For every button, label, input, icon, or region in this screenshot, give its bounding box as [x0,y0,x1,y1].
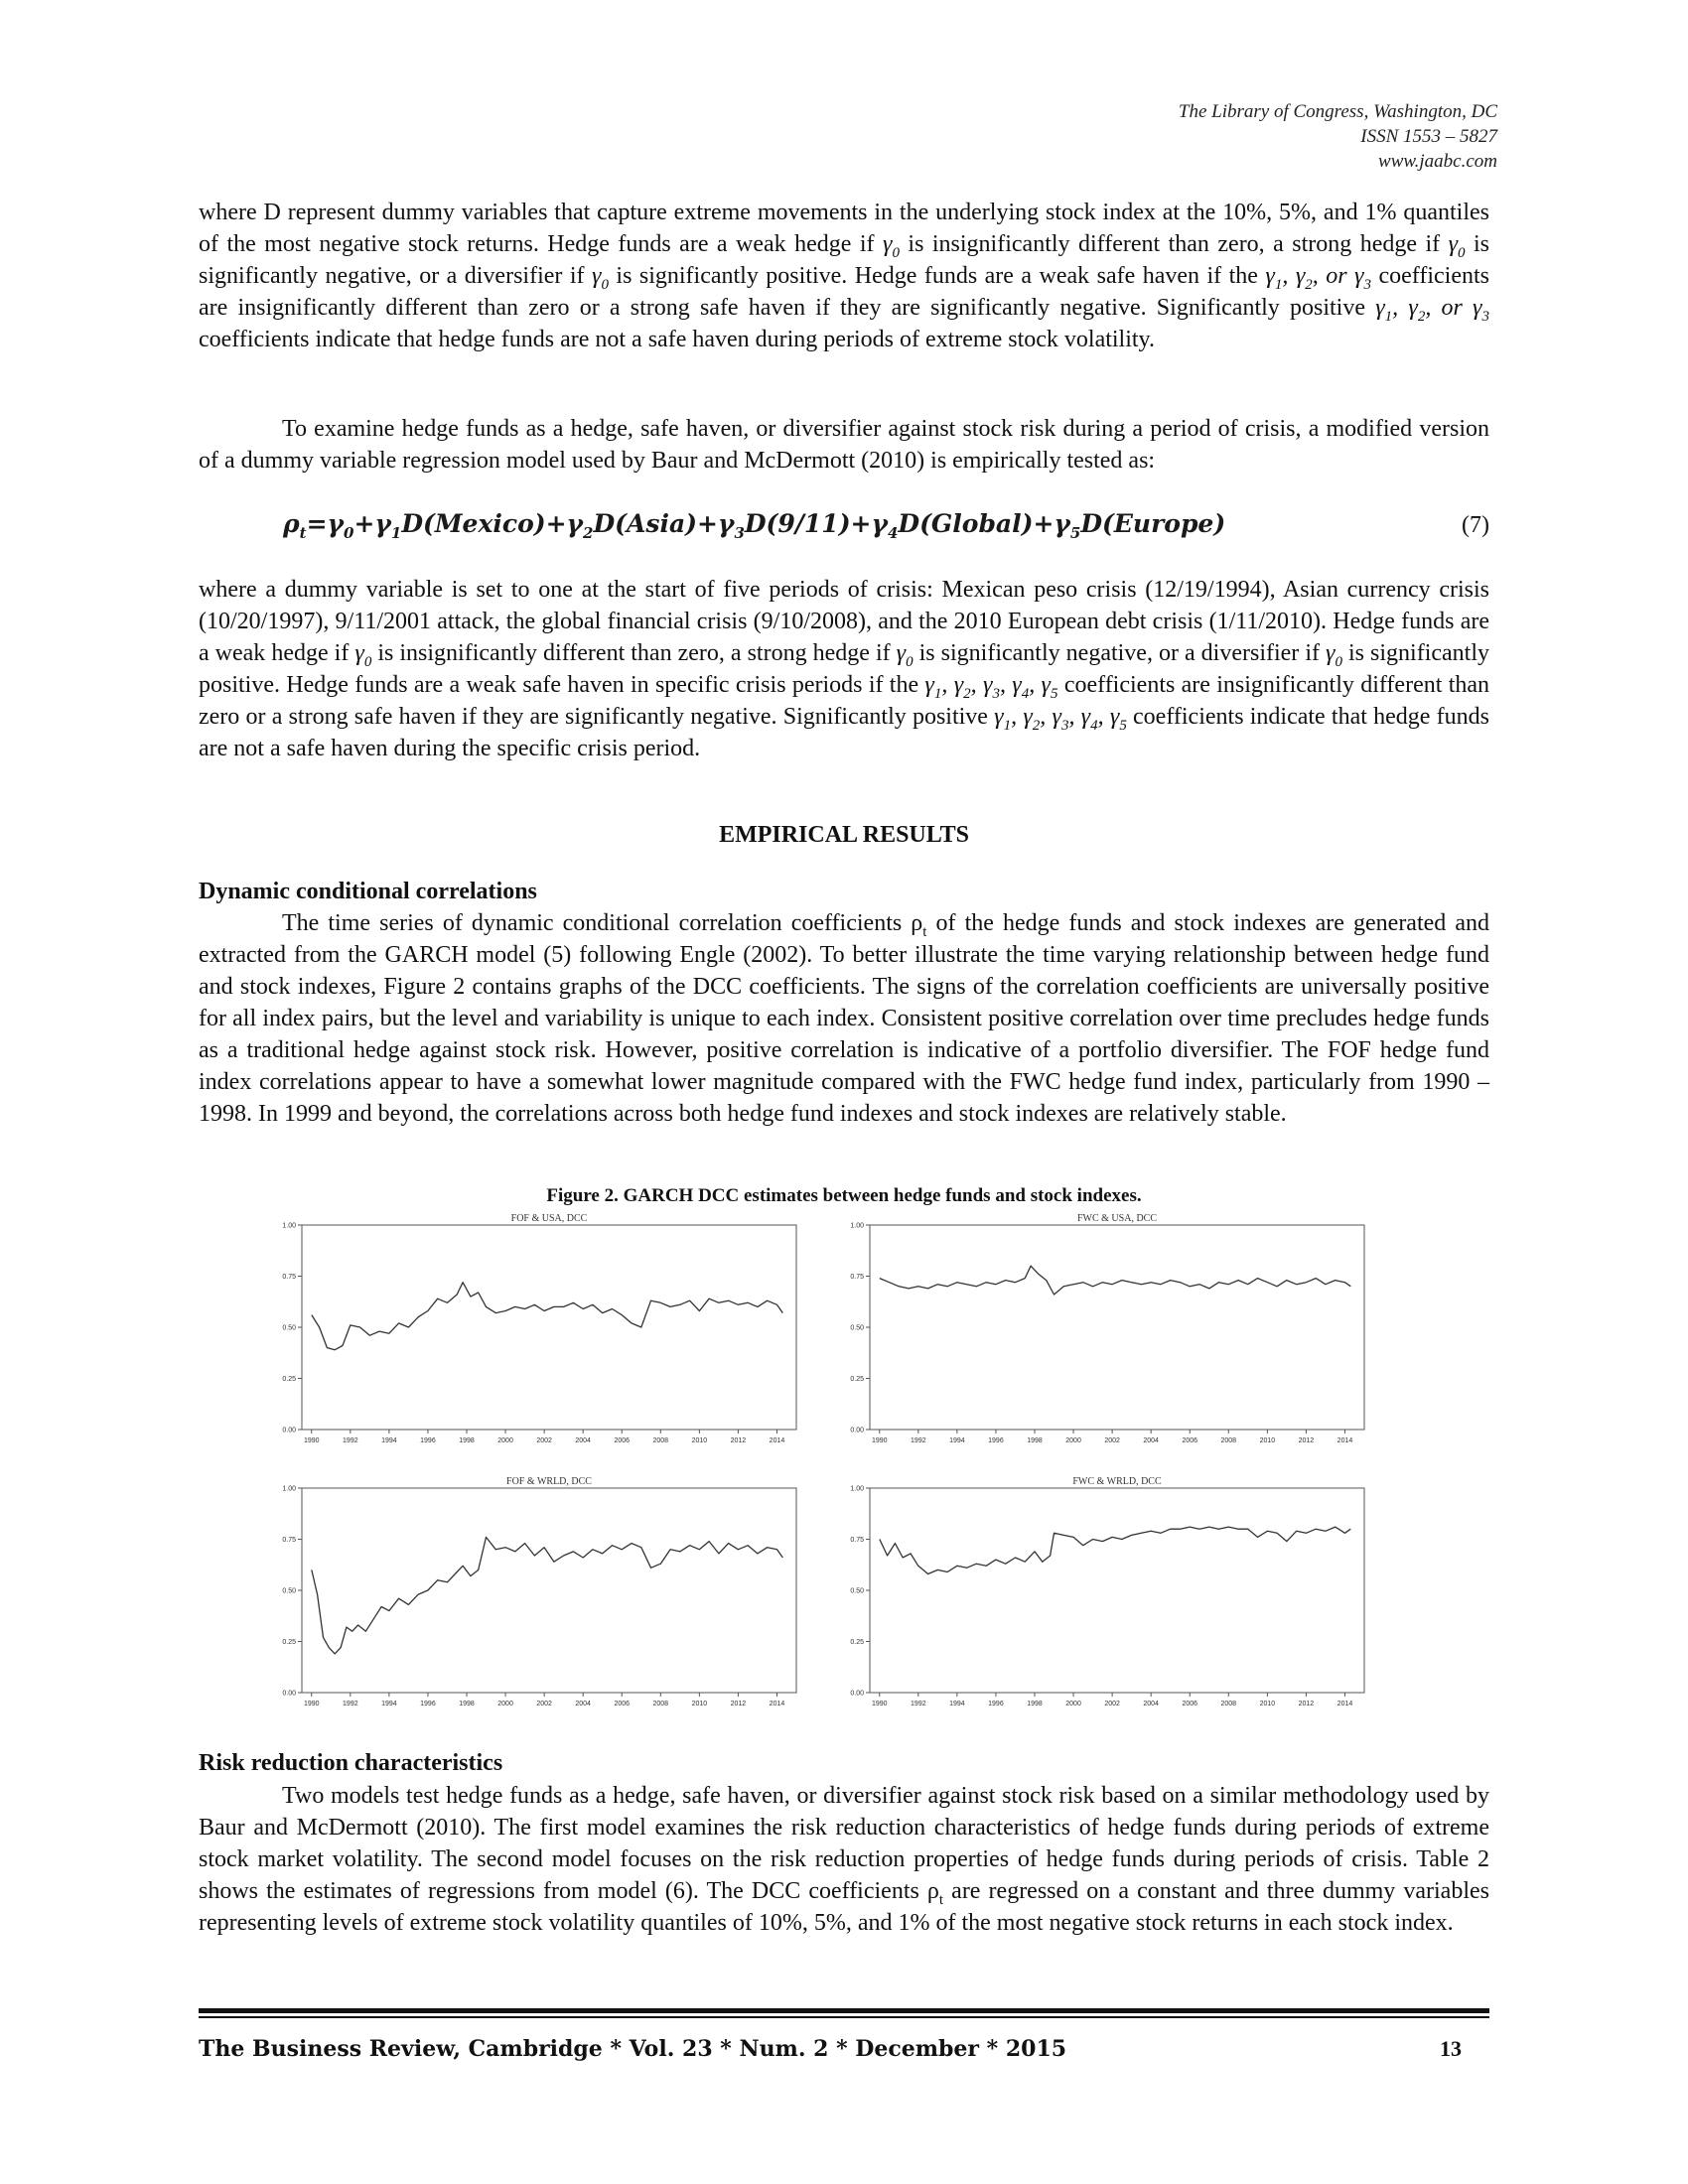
x-tick-label: 2010 [1259,1701,1276,1707]
header-issn: ISSN 1553 – 5827 [1360,126,1497,147]
rho-t-symbol: $\rho_t$ [911,910,927,940]
p3-text-f: coefficients indicate that hedge funds are not a safe haven during the specific crisis period. [199,704,1489,761]
x-tick-label: 2014 [769,1437,785,1444]
x-tick-label: 2012 [1298,1701,1315,1707]
y-tick-label: 0.75 [282,1537,296,1544]
x-tick-label: 2014 [1336,1701,1353,1707]
x-tick-label: 2004 [575,1701,591,1707]
x-tick-label: 1998 [459,1701,475,1707]
gamma12345-symbols: $\gamma_1$, $\gamma_2$, $\gamma_3$, $\gamma_4$, $\gamma_5$ [994,704,1127,734]
x-tick-label: 1996 [420,1701,436,1707]
x-tick-label: 2000 [1065,1437,1081,1444]
x-tick-label: 2008 [652,1701,669,1707]
gamma12345-symbols: $\gamma_1$, $\gamma_2$, $\gamma_3$, $\gamma_4$, $\gamma_5$ [924,672,1058,702]
figure-caption: Figure 2. GARCH DCC estimates between hedge funds and stock indexes. [546,1185,1142,1206]
p3-text-b: is insignificantly different than zero, a strong hedge if [371,640,897,666]
dcc-series-line [312,1537,783,1654]
y-tick-label: 0.25 [850,1639,864,1646]
equation-7: $\rho_t=\gamma_0+\gamma_1D(Mexico)+\gamma_2D(Asia)+\gamma_3D(9/11)+\gamma_4D(Global)+\gamma_5D(Europe)$ [283,509,1226,542]
chart-title: FWC & USA, DCC [1076,1213,1158,1224]
paragraph-dcc [199,907,1489,1130]
x-tick-label: 2010 [691,1437,708,1444]
chart-fof-usa [270,1211,806,1457]
p3-text-e: coefficients are insignificantly different than zero or a strong safe haven if they are significantly negative. Significantly positive [199,672,1490,730]
plot-frame [870,1488,1364,1693]
x-tick-label: 2004 [1143,1701,1159,1707]
gamma123-symbols: $\gamma_1$, $\gamma_2$, or $\gamma_3$ [1265,263,1372,293]
y-tick-label: 0.25 [282,1376,296,1383]
dcc-series-line [312,1283,783,1350]
y-tick-label: 0.00 [850,1690,864,1698]
gamma0-symbol: $\gamma_0$ [591,263,609,293]
chart-fwc-wrld-svg [838,1474,1374,1720]
plot-frame [302,1225,796,1430]
equation-number: (7) [1462,512,1489,538]
x-tick-label: 1990 [303,1701,320,1707]
gamma0-symbol: $\gamma_0$ [896,640,914,670]
subsection-heading-risk-reduction: Risk reduction characteristics [199,1750,503,1776]
x-tick-label: 1994 [949,1701,965,1707]
p2-text: To examine hedge funds as a hedge, safe haven, or diversifier against stock risk during a period of crisis, a modified version of a dummy variable regression model used by Baur and McDermott (2010) is empirically tested as: [199,416,1489,474]
x-tick-label: 2000 [1065,1701,1081,1707]
footer-rule-thick [199,2008,1489,2013]
risk-text-a: Two models test hedge funds as a hedge, safe haven, or diversifier against stock risk based on a similar methodology used by Baur and McDermott (2010). The first model examines the risk reduction characteristics of hedge funds during periods of extreme stock market volatility. The second model focuses on the risk reduction properties of hedge funds during periods of crisis. Table 2 shows the estimates of regressions from model (6). The DCC coefficients [199,1783,1489,1904]
gamma0-symbol: $\gamma_0$ [883,231,900,261]
x-tick-label: 2008 [1220,1701,1237,1707]
chart-fwc-wrld [838,1474,1374,1720]
x-tick-label: 1992 [343,1437,358,1444]
x-tick-label: 2000 [497,1701,513,1707]
y-tick-label: 0.50 [850,1587,864,1595]
chart-title: FOF & WRLD, DCC [506,1476,592,1487]
gamma0-symbol: $\gamma_0$ [1326,640,1342,670]
p1-text-b: is insignificantly different than zero, a strong hedge if [899,231,1449,257]
chart-title: FOF & USA, DCC [510,1213,588,1224]
p3-text-c: is significantly negative, or a diversifier if [913,640,1326,666]
plot-frame [870,1225,1364,1430]
header-website: www.jaabc.com [1378,151,1497,172]
paragraph-risk-reduction [199,1780,1489,1939]
x-tick-label: 1990 [303,1437,320,1444]
footer-journal: The Business Review, Cambridge * Vol. 23 * Num. 2 * December * 2015 [199,2036,1067,2062]
gamma123-symbols: $\gamma_1$, $\gamma_2$, or $\gamma_3$ [1375,295,1489,325]
p1-text-a: where D represent dummy variables that capture extreme movements in the underlying stock index at the 10%, 5%, and 1% quantiles of the most negative stock returns. Hedge funds are a weak hedge if [199,200,1489,257]
gamma0-symbol: $\gamma_0$ [1448,231,1466,261]
x-tick-label: 2002 [1104,1437,1120,1444]
paragraph-dummy-variables [199,197,1489,355]
x-tick-label: 2008 [652,1437,669,1444]
running-header [1179,99,1497,174]
dcc-series-line [880,1266,1351,1295]
x-tick-label: 2000 [497,1437,513,1444]
x-tick-label: 1990 [871,1437,888,1444]
x-tick-label: 2010 [691,1701,708,1707]
chart-fof-wrld [270,1474,806,1720]
y-tick-label: 1.00 [282,1222,296,1230]
p3-text-a: where a dummy variable is set to one at the start of five periods of crisis: Mexican peso crisis (12/19/1994), Asian currency crisis (10/20/1997), 9/11/2001 attack, the global financial crisis (9/10/2008), and the 2010 European debt crisis (1/11/2010). Hedge funds are a weak hedge if [199,577,1489,666]
x-tick-label: 1998 [459,1437,475,1444]
x-tick-label: 2006 [1182,1701,1198,1707]
x-tick-label: 2004 [1143,1437,1159,1444]
x-tick-label: 1992 [911,1701,926,1707]
y-tick-label: 0.50 [282,1324,296,1332]
x-tick-label: 2012 [1298,1437,1315,1444]
x-tick-label: 2012 [730,1437,747,1444]
y-tick-label: 0.25 [282,1639,296,1646]
dcc-text-a: The time series of dynamic conditional correlation coefficients [282,910,912,936]
subsection-heading-dcc: Dynamic conditional correlations [199,879,537,904]
section-heading-empirical-results: EMPIRICAL RESULTS [719,822,969,848]
x-tick-label: 1996 [420,1437,436,1444]
header-library: The Library of Congress, Washington, DC [1178,101,1497,122]
y-tick-label: 0.75 [850,1274,864,1281]
paragraph-crisis-model [199,413,1489,477]
x-tick-label: 1998 [1027,1437,1043,1444]
y-tick-label: 1.00 [850,1485,864,1493]
chart-fwc-usa [838,1211,1374,1457]
p1-text-f: coefficients indicate that hedge funds are not a safe haven during periods of extreme stock volatility. [199,327,1155,352]
rho-t-symbol: $\rho_t$ [926,1878,944,1908]
x-tick-label: 1994 [949,1437,965,1444]
y-tick-label: 0.00 [282,1690,296,1698]
x-tick-label: 1994 [381,1437,397,1444]
x-tick-label: 2002 [536,1701,552,1707]
x-tick-label: 2014 [1336,1437,1353,1444]
dcc-series-line [880,1527,1351,1573]
x-tick-label: 1994 [381,1701,397,1707]
p1-text-d: is significantly positive. Hedge funds are a weak safe haven if the [608,263,1266,289]
x-tick-label: 2012 [730,1701,747,1707]
x-tick-label: 2006 [1182,1437,1198,1444]
x-tick-label: 2006 [614,1437,631,1444]
y-tick-label: 0.50 [850,1324,864,1332]
x-tick-label: 1996 [988,1701,1004,1707]
x-tick-label: 2002 [536,1437,552,1444]
x-tick-label: 1992 [343,1701,358,1707]
x-tick-label: 2004 [575,1437,591,1444]
plot-frame [302,1488,796,1693]
y-tick-label: 0.00 [282,1427,296,1434]
x-tick-label: 2006 [614,1701,631,1707]
x-tick-label: 1990 [871,1701,888,1707]
paragraph-crisis-dummies [199,574,1489,764]
y-tick-label: 0.75 [850,1537,864,1544]
x-tick-label: 2014 [769,1701,785,1707]
y-tick-label: 0.00 [850,1427,864,1434]
p3-text-d: is significantly positive. Hedge funds are a weak safe haven in specific crisis periods if the [199,640,1489,698]
p1-text-e: coefficients are insignificantly different than zero or a strong safe haven if they are significantly negative. Significantly positive [199,263,1489,321]
chart-title: FWC & WRLD, DCC [1072,1476,1162,1487]
p1-text-c: is significantly negative, or a diversifier if [199,231,1490,289]
y-tick-label: 0.50 [282,1587,296,1595]
y-tick-label: 1.00 [850,1222,864,1230]
y-tick-label: 0.75 [282,1274,296,1281]
x-tick-label: 1992 [911,1437,926,1444]
y-tick-label: 1.00 [282,1485,296,1493]
dcc-text-b: of the hedge funds and stock indexes are generated and extracted from the GARCH model (5) following Engle (2002). To better illustrate the time varying relationship between hedge fund and stock indexes, Figure 2 contains graphs of the DCC coefficients. The signs of the correlation coefficients are universally positive for all index pairs, but the level and variability is unique to each index. Consistent positive correlation over time precludes hedge funds as a traditional hedge against stock risk. However, positive correlation is indicative of a portfolio diversifier. The FOF hedge fund index correlations appear to have a somewhat lower magnitude compared with the FWC hedge fund index, particularly from 1990 – 1998. In 1999 and beyond, the correlations across both hedge fund indexes and stock indexes are relatively stable. [199,910,1490,1127]
risk-text-b: are regressed on a constant and three dummy variables representing levels of extreme stock volatility quantiles of 10%, 5%, and 1% of the most negative stock returns in each stock index. [199,1878,1489,1936]
x-tick-label: 2010 [1259,1437,1276,1444]
footer-rule-thin [199,2016,1489,2018]
gamma0-symbol: $\gamma_0$ [354,640,372,670]
chart-fof-wrld-svg [270,1474,806,1720]
y-tick-label: 0.25 [850,1376,864,1383]
x-tick-label: 2008 [1220,1437,1237,1444]
chart-fof-usa-svg [270,1211,806,1457]
chart-fwc-usa-svg [838,1211,1374,1457]
x-tick-label: 1996 [988,1437,1004,1444]
x-tick-label: 2002 [1104,1701,1120,1707]
x-tick-label: 1998 [1027,1701,1043,1707]
page-number: 13 [1440,2036,1462,2061]
